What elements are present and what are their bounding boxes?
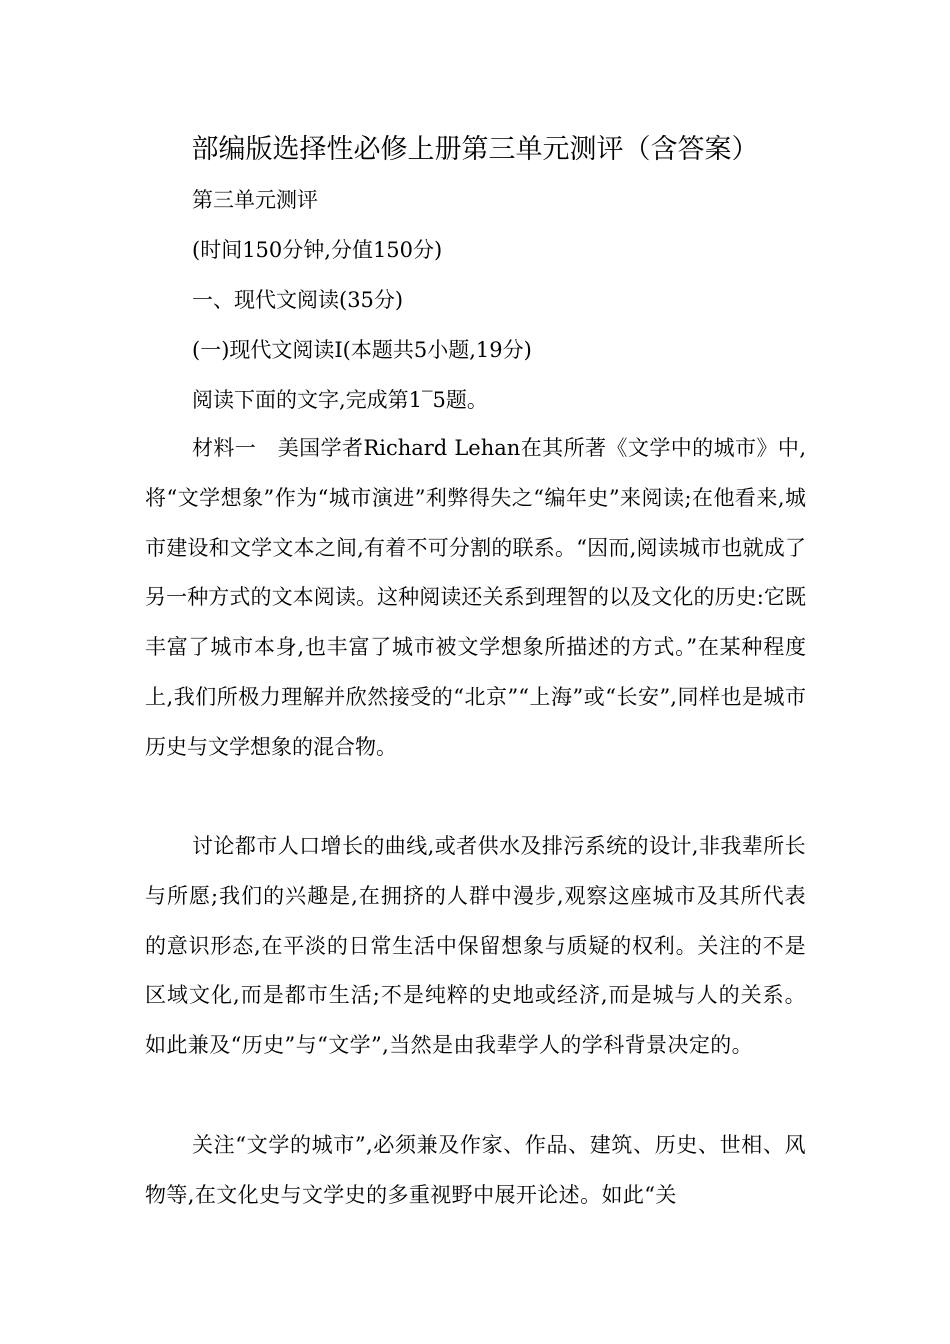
time-score-note: (时间150分钟,分值150分) [192, 238, 443, 262]
section-heading: 一、现代文阅读(35分) [192, 288, 404, 312]
paragraph-three: 关注“文学的城市”,必须兼及作家、作品、建筑、历史、世相、风物等,在文化史与文学史的多重视野中展开论述。如此“关 [145, 1133, 806, 1207]
paragraph-two: 讨论都市人口增长的曲线,或者供水及排污系统的设计,非我辈所长与所愿;我们的兴趣是,在拥挤的人群中漫步,观察这座城市及其所代表的意识形态,在平淡的日常生活中保留想象与质疑的权利。关注的不是区域文化,而是都市生活;不是纯粹的史地或经济,而是城与人的关系。如此兼及“历史”与“文学”,当然是由我辈学人的学科背景决定的。 [145, 834, 806, 1058]
subsection-heading: (一)现代文阅读Ⅰ(本题共5小题,19分) [192, 338, 532, 362]
document-title: 部编版选择性必修上册第三单元测评（含答案） [191, 134, 759, 165]
paragraph-material-one: 材料一 美国学者Richard Lehan在其所著《文学中的城市》中,将“文学想象”作为“城市演进”利弊得失之“编年史”来阅读;在他看来,城市建设和文学文本之间,有着不可分割的联系。“因而,阅读城市也就成了另一种方式的文本阅读。这种阅读还关系到理智的以及文化的历史:它既丰富了城市本身,也丰富了城市被文学想象所描述的方式。”在某种程度上,我们所极力理解并欣然接受的“北京”“上海”或“长安”,同样也是城市历史与文学想象的混合物。 [145, 436, 806, 759]
unit-heading: 第三单元测评 [192, 188, 318, 212]
reading-instruction: 阅读下面的文字,完成第1‾5题。 [192, 388, 488, 412]
